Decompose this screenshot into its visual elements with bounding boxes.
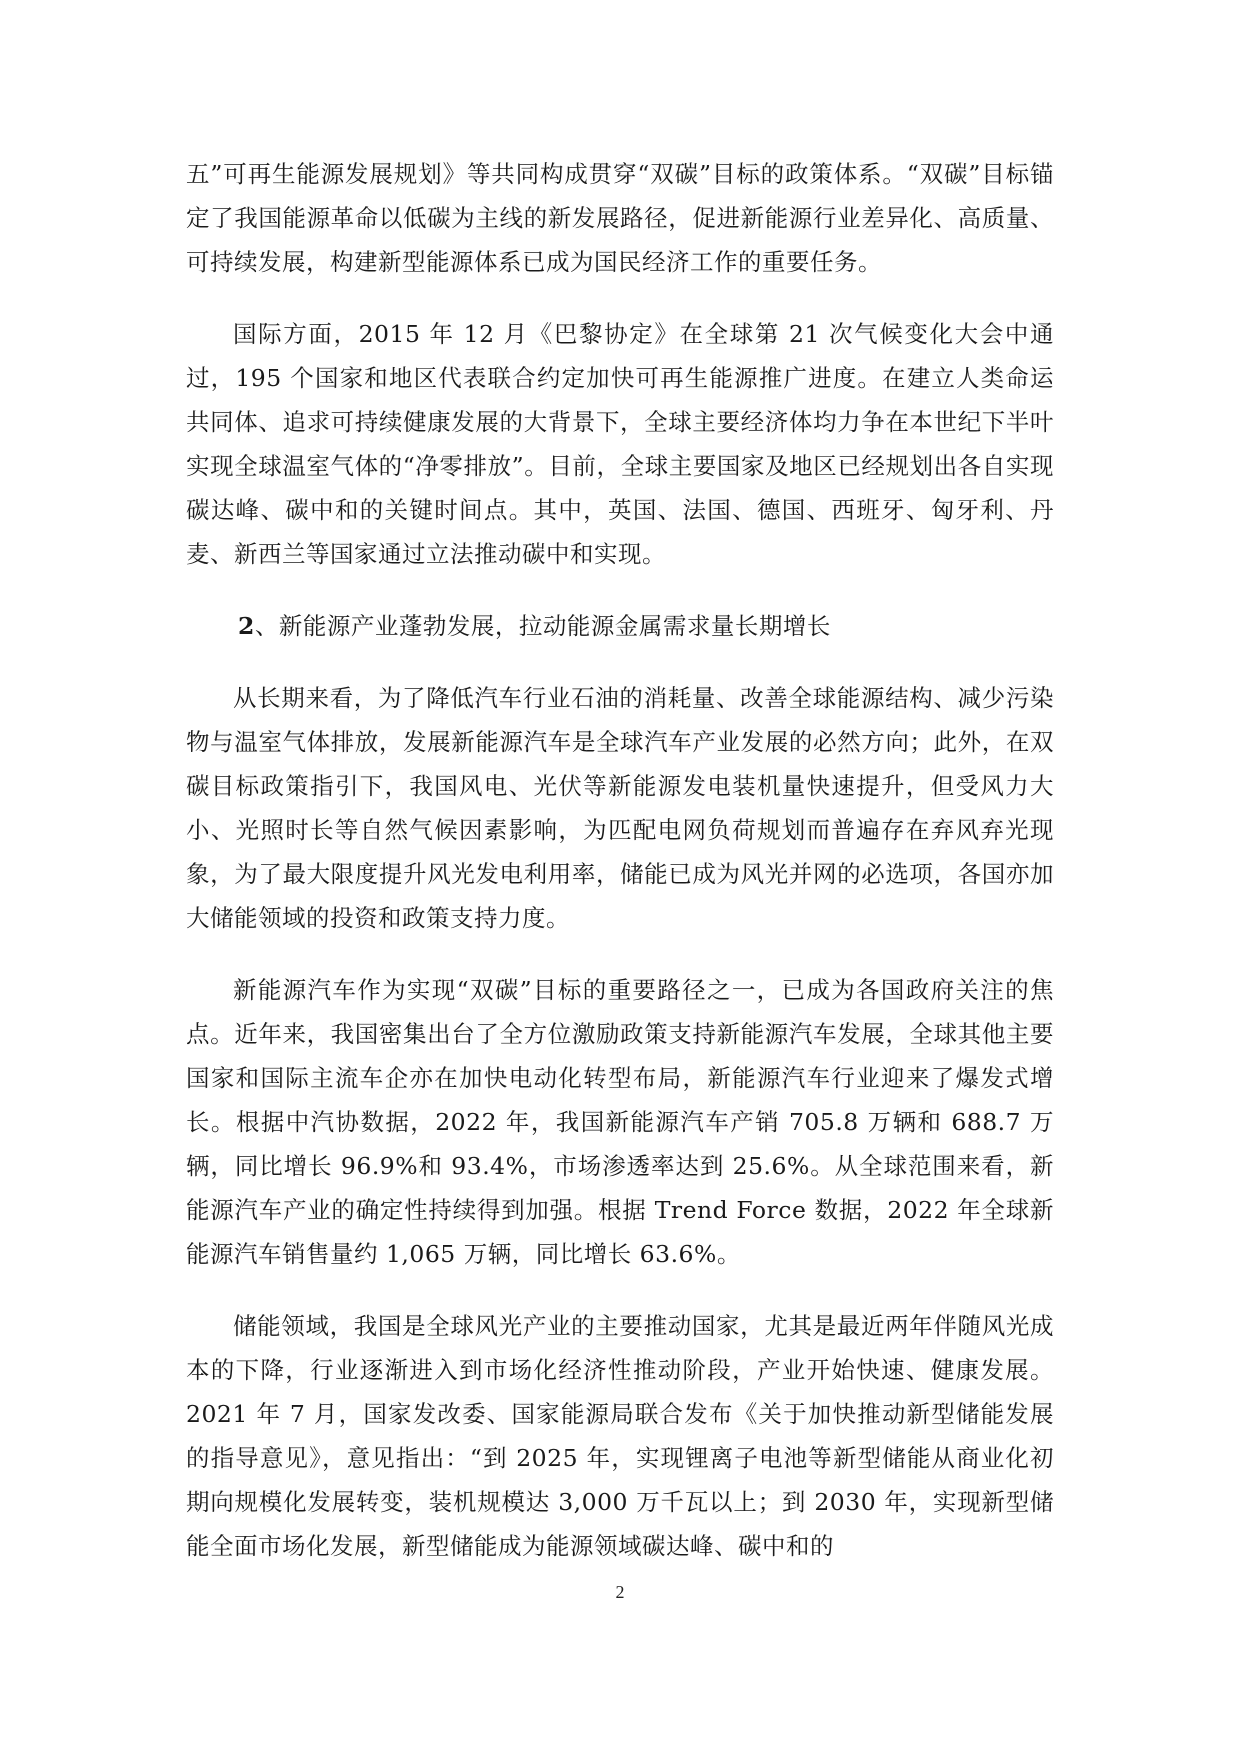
paragraph-nev: 新能源汽车作为实现“双碳”目标的重要路径之一，已成为各国政府关注的焦点。近年来，我国密集出台了全方位激励政策支持新能源汽车发展，全球其他主要国家和国际主流车企亦在加快电动化转型布局，新能源汽车行业迎来了爆发式增长。根据中汽协数据，2022 年，我国新能源汽车产销 705.8 万辆和 688.7 万辆，同比增长 96.9%和 93.4%，市场渗透率达到 25.6%。从全球范围来看，新能源汽车产业的确定性持续得到加强。根据 Trend Force 数据，2022 年全球新能源汽车销售量约 1,065 万辆，同比增长 63.6%。: [186, 976, 1054, 1268]
document-body: [186, 152, 1054, 1596]
section-heading: [186, 604, 1054, 648]
paragraph-long-term: 从长期来看，为了降低汽车行业石油的消耗量、改善全球能源结构、减少污染物与温室气体排放，发展新能源汽车是全球汽车产业发展的必然方向；此外，在双碳目标政策指引下，我国风电、光伏等新能源发电装机量快速提升，但受风力大小、光照时长等自然气候因素影响，为匹配电网负荷规划而普遍存在弃风弃光现象，为了最大限度提升风光发电利用率，储能已成为风光并网的必选项，各国亦加大储能领域的投资和政策支持力度。: [186, 684, 1054, 932]
paragraph-international: 国际方面，2015 年 12 月《巴黎协定》在全球第 21 次气候变化大会中通过，195 个国家和地区代表联合约定加快可再生能源推广进度。在建立人类命运共同体、追求可持续健康发展的大背景下，全球主要经济体均力争在本世纪下半叶实现全球温室气体的“净零排放”。目前，全球主要国家及地区已经规划出各自实现碳达峰、碳中和的关键时间点。其中，英国、法国、德国、西班牙、匈牙利、丹麦、新西兰等国家通过立法推动碳中和实现。: [186, 320, 1054, 568]
section-heading-title: 、新能源产业蓬勃发展，拉动能源金属需求量长期增长: [254, 612, 831, 640]
paragraph-policy-system: 五”可再生能源发展规划》等共同构成贯穿“双碳”目标的政策体系。“双碳”目标锚定了我国能源革命以低碳为主线的新发展路径，促进新能源行业差异化、高质量、可持续发展，构建新型能源体系已成为国民经济工作的重要任务。: [186, 160, 1054, 276]
paragraph-storage: 储能领域，我国是全球风光产业的主要推动国家，尤其是最近两年伴随风光成本的下降，行业逐渐进入到市场化经济性推动阶段，产业开始快速、健康发展。 2021 年 7 月，国家发改委、国家能源局联合发布《关于加快推动新型储能发展的指导意见》，意见指出：“到 2025 年，实现锂离子电池等新型储能从商业化初期向规模化发展转变，装机规模达 3,000 万千瓦以上；到 2030 年，实现新型储能全面市场化发展，新型储能成为能源领域碳达峰、碳中和的: [186, 1312, 1054, 1560]
section-heading-number: 2: [238, 612, 255, 640]
page-number: 2: [615, 1582, 625, 1602]
